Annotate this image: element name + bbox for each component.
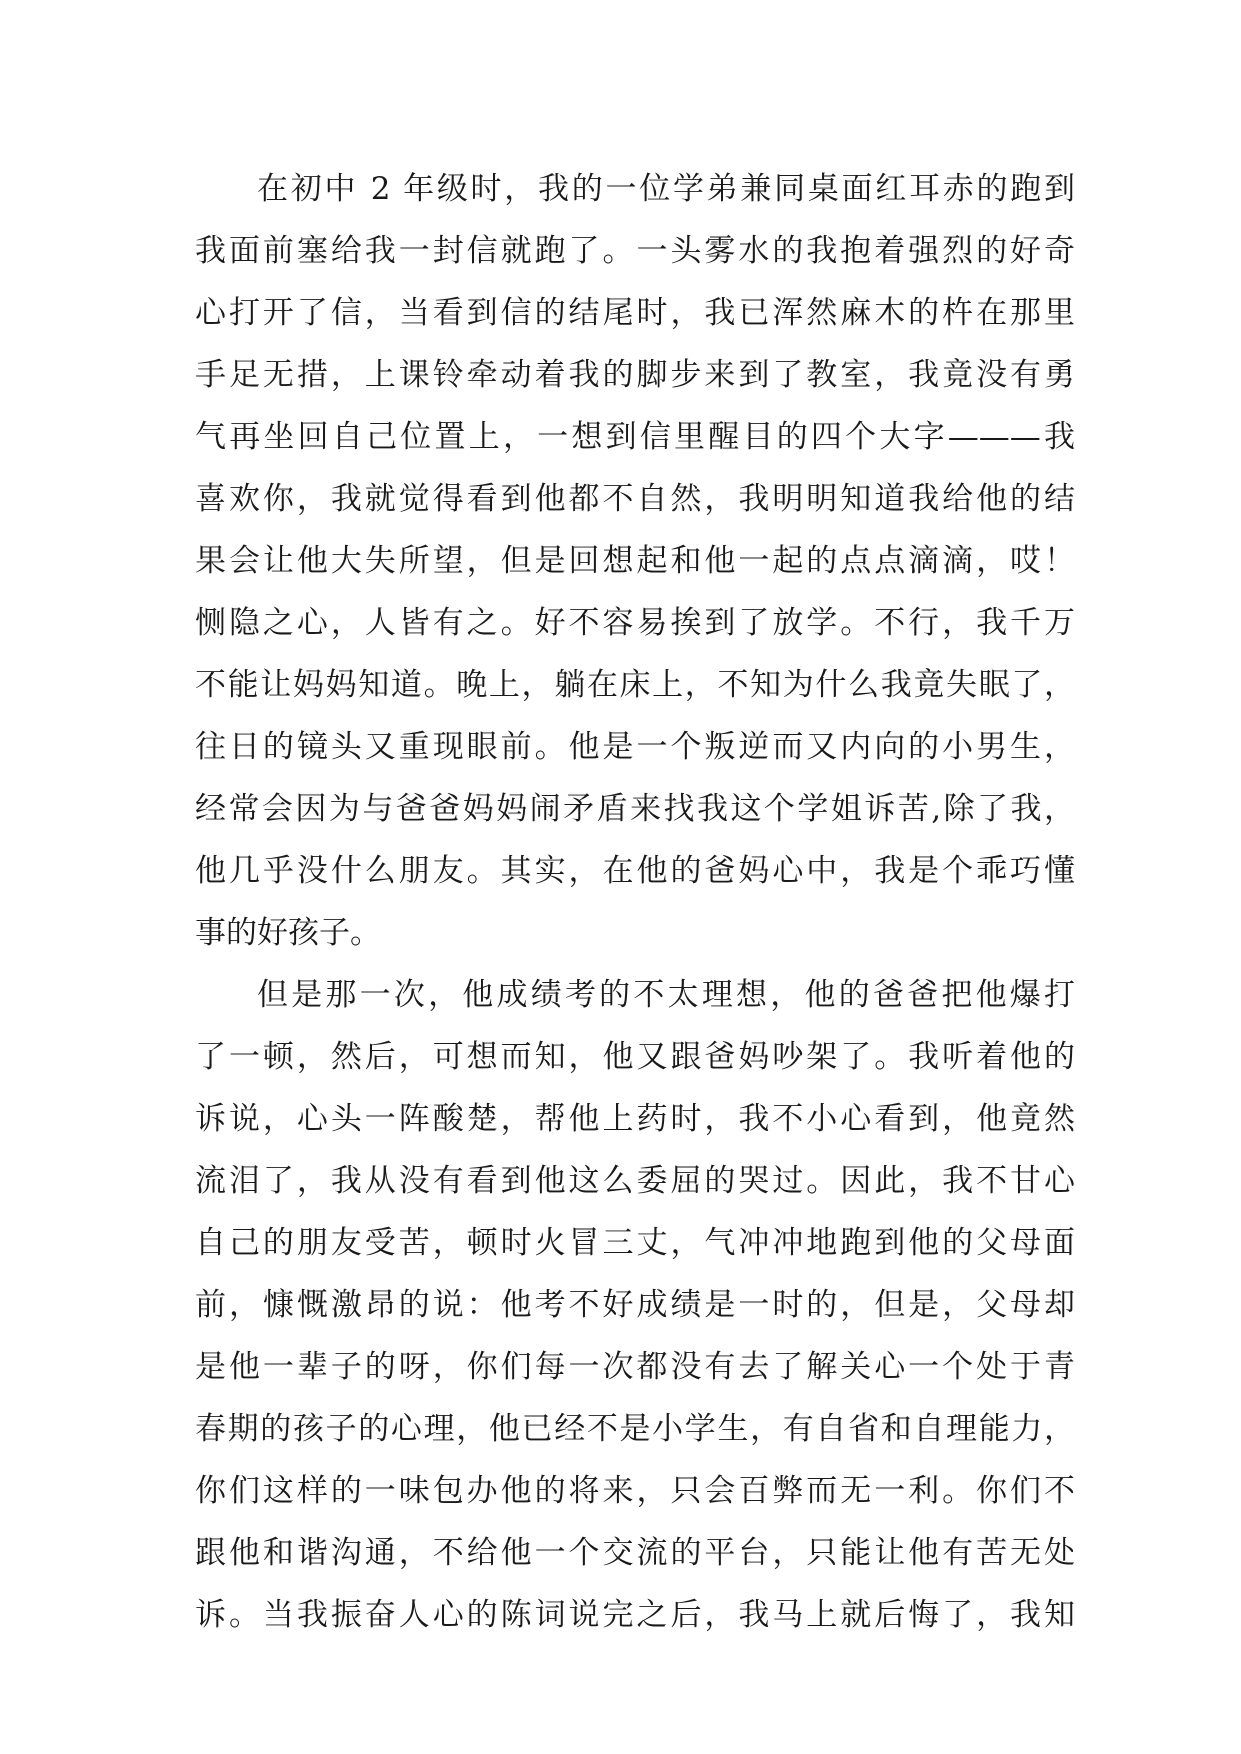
text-line: 气再坐回自己位置上，一想到信里醒目的四个大字———我 <box>195 419 1075 455</box>
text-line: 流泪了，我从没有看到他这么委屈的哭过。因此，我不甘心 <box>195 1163 1075 1199</box>
text-line: 春期的孩子的心理，他已经不是小学生，有自省和自理能力， <box>195 1411 1075 1447</box>
text-line: 诉。当我振奋人心的陈词说完之后，我马上就后悔了，我知 <box>195 1597 1075 1633</box>
text-line: 自己的朋友受苦，顿时火冒三丈，气冲冲地跑到他的父母面 <box>195 1225 1075 1261</box>
text-line: 在初中 2 年级时，我的一位学弟兼同桌面红耳赤的跑到 <box>257 171 1075 207</box>
text-line: 往日的镜头又重现眼前。他是一个叛逆而又内向的小男生， <box>195 729 1075 765</box>
text-line: 不能让妈妈知道。晚上，躺在床上，不知为什么我竟失眠了， <box>195 667 1075 703</box>
text-line: 经常会因为与爸爸妈妈闹矛盾来找我这个学姐诉苦,除了我， <box>195 791 1075 827</box>
text-line: 跟他和谐沟通，不给他一个交流的平台，只能让他有苦无处 <box>195 1535 1075 1571</box>
paragraph-1 <box>195 158 1075 964</box>
text-line: 手足无措，上课铃牵动着我的脚步来到了教室，我竟没有勇 <box>195 357 1075 393</box>
text-line: 事的好孩子。 <box>195 915 381 951</box>
paragraph-2 <box>195 964 1075 1646</box>
text-line: 他几乎没什么朋友。其实，在他的爸妈心中，我是个乖巧懂 <box>195 853 1075 889</box>
text-line: 诉说，心头一阵酸楚，帮他上药时，我不小心看到，他竟然 <box>195 1101 1075 1137</box>
text-line: 是他一辈子的呀，你们每一次都没有去了解关心一个处于青 <box>195 1349 1075 1385</box>
text-line: 前，慷慨激昂的说：他考不好成绩是一时的，但是，父母却 <box>195 1287 1075 1323</box>
text-line: 但是那一次，他成绩考的不太理想，他的爸爸把他爆打 <box>257 977 1075 1013</box>
text-line: 喜欢你，我就觉得看到他都不自然，我明明知道我给他的结 <box>195 481 1075 517</box>
text-line: 我面前塞给我一封信就跑了。一头雾水的我抱着强烈的好奇 <box>195 233 1075 269</box>
text-line: 果会让他大失所望，但是回想起和他一起的点点滴滴，哎！ <box>195 543 1075 579</box>
text-line: 心打开了信，当看到信的结尾时，我已浑然麻木的杵在那里 <box>195 295 1075 331</box>
text-line: 你们这样的一味包办他的将来，只会百弊而无一利。你们不 <box>195 1473 1075 1509</box>
body-text <box>195 158 1075 1646</box>
text-line: 恻隐之心，人皆有之。好不容易挨到了放学。不行，我千万 <box>195 605 1075 641</box>
text-line: 了一顿，然后，可想而知，他又跟爸妈吵架了。我听着他的 <box>195 1039 1075 1075</box>
